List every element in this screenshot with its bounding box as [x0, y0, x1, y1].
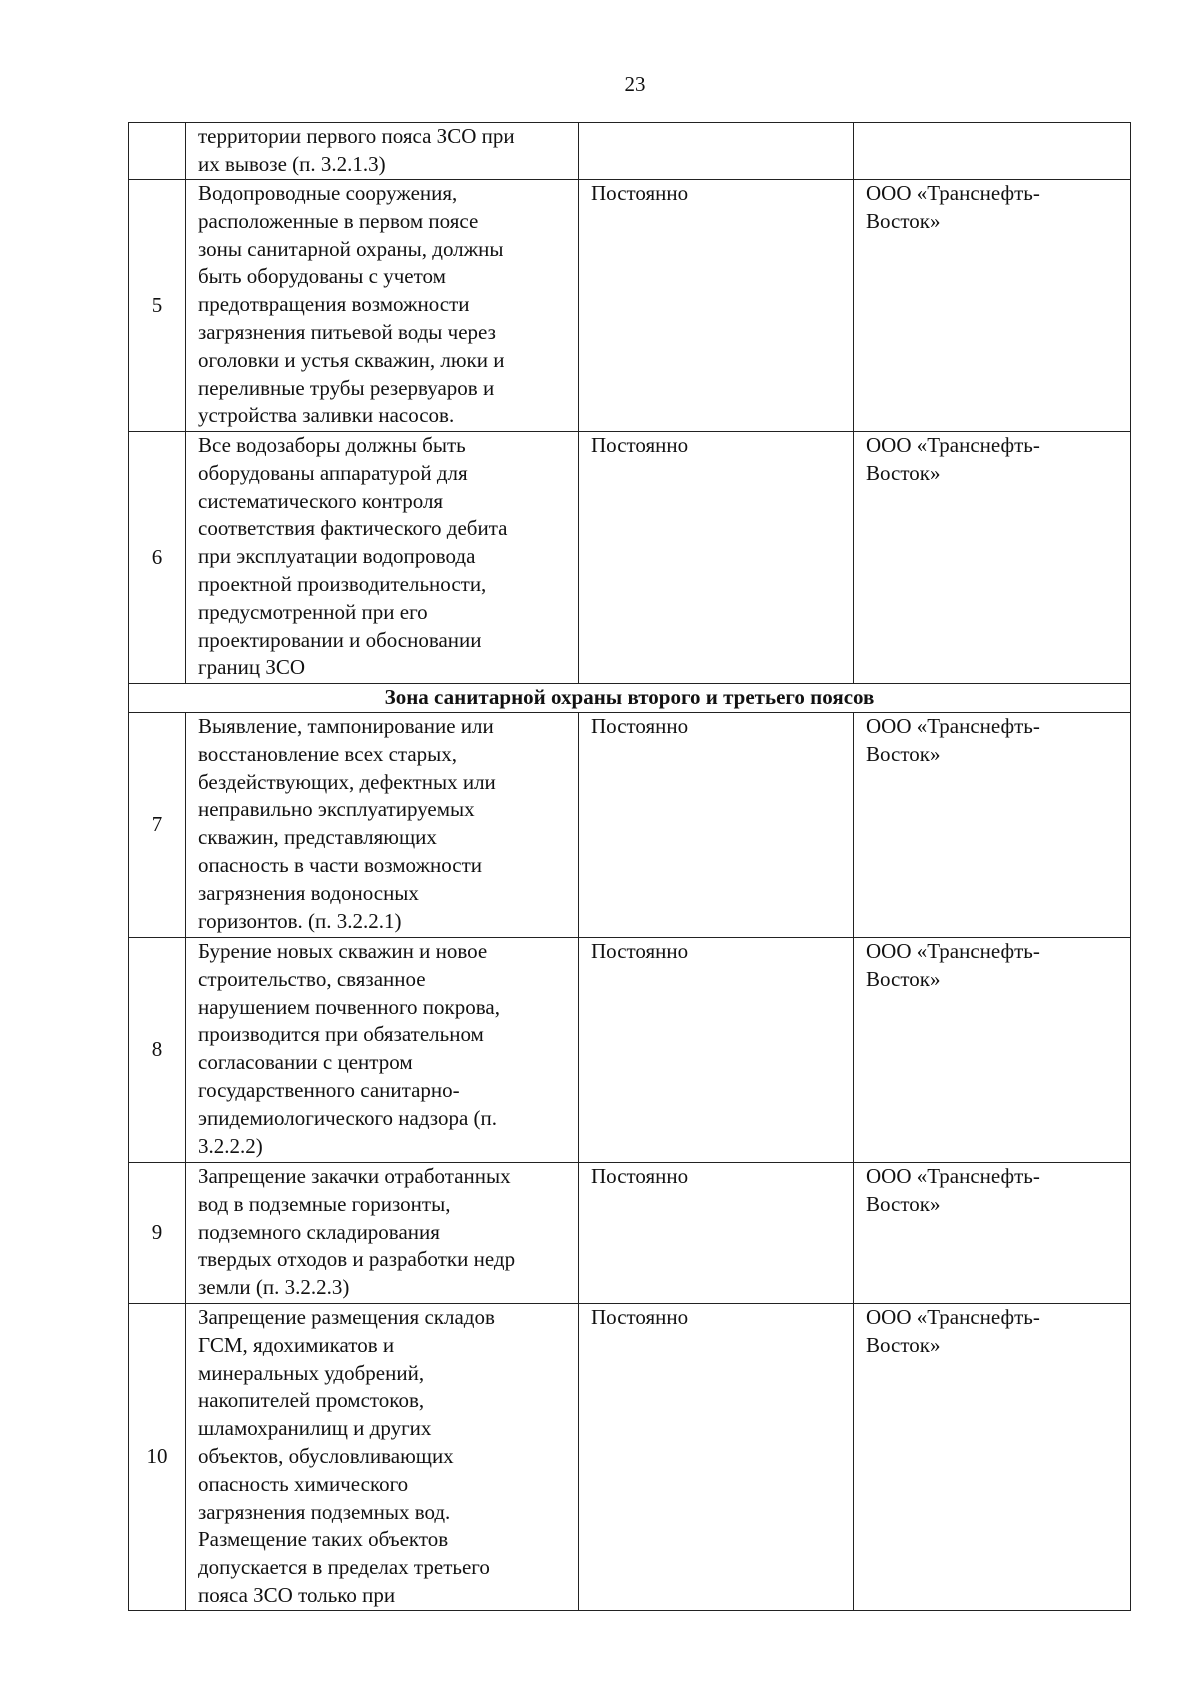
row-number: 6: [129, 432, 186, 684]
row-number: 10: [129, 1304, 186, 1611]
table-row: [129, 123, 1131, 180]
responsible-text: ООО «Транснефть- Восток»: [866, 433, 1040, 485]
period-cell: [579, 713, 854, 938]
responsible-cell: [854, 713, 1131, 938]
period-cell: [579, 1163, 854, 1304]
responsible-cell: [854, 123, 1131, 180]
period-text: Постоянно: [591, 939, 689, 963]
page-number: 23: [624, 72, 646, 96]
table-row: [129, 432, 1131, 684]
row-number: 8: [129, 938, 186, 1163]
section-header: Зона санитарной охраны второго и третьего поясов: [129, 684, 1131, 713]
measure-cell: [186, 713, 579, 938]
measures-table: [128, 122, 1131, 1611]
responsible-text: ООО «Транснефть- Восток»: [866, 1305, 1040, 1357]
measure-text: территории первого пояса ЗСО при их вывозе (п. 3.2.1.3): [198, 124, 515, 176]
period-cell: [579, 123, 854, 180]
table-row: [129, 180, 1131, 432]
responsible-cell: [854, 432, 1131, 684]
measure-cell: [186, 180, 579, 432]
table-row: [129, 1304, 1131, 1611]
measure-text: Выявление, тампонирование или восстановление всех старых, бездействующих, дефектных или неправильно эксплуатируемых скважин, представляющих опасность в части возможности загрязнения водоносных горизонтов. (п. 3.2.2.1): [198, 714, 496, 933]
table-row: [129, 1163, 1131, 1304]
responsible-cell: [854, 938, 1131, 1163]
measure-text: Все водозаборы должны быть оборудованы аппаратурой для систематического контроля соответствия фактического дебита при эксплуатации водопровода проектной производительности, предусмотренной при его проектировании и обосновании границ ЗСО: [198, 433, 508, 680]
measure-cell: [186, 1304, 579, 1611]
measure-cell: [186, 123, 579, 180]
row-number: 5: [129, 180, 186, 432]
measure-cell: [186, 1163, 579, 1304]
responsible-cell: [854, 180, 1131, 432]
period-text: Постоянно: [591, 1164, 689, 1188]
responsible-text: ООО «Транснефть- Восток»: [866, 939, 1040, 991]
period-cell: [579, 432, 854, 684]
period-text: Постоянно: [591, 1305, 689, 1329]
period-cell: [579, 938, 854, 1163]
responsible-cell: [854, 1163, 1131, 1304]
section-header-row: [129, 684, 1131, 713]
period-text: Постоянно: [591, 714, 689, 738]
responsible-text: ООО «Транснефть- Восток»: [866, 714, 1040, 766]
measure-text: Водопроводные сооружения, расположенные в первом поясе зоны санитарной охраны, должны быть оборудованы с учетом предотвращения возможности загрязнения питьевой воды через оголовки и устья скважин, люки и переливные трубы резервуаров и устройства заливки насосов.: [198, 181, 505, 428]
responsible-cell: [854, 1304, 1131, 1611]
period-text: Постоянно: [591, 433, 689, 457]
measure-cell: [186, 938, 579, 1163]
row-number: 7: [129, 713, 186, 938]
responsible-text: ООО «Транснефть- Восток»: [866, 1164, 1040, 1216]
responsible-text: ООО «Транснефть- Восток»: [866, 181, 1040, 233]
table-row: [129, 938, 1131, 1163]
period-cell: [579, 180, 854, 432]
measure-text: Запрещение размещения складов ГСМ, ядохимикатов и минеральных удобрений, накопителей промстоков, шламохранилищ и других объектов, обусловливающих опасность химического загрязнения подземных вод. Размещение таких объектов допускается в пределах третьего пояса ЗСО только при: [198, 1305, 495, 1607]
row-number: 9: [129, 1163, 186, 1304]
period-cell: [579, 1304, 854, 1611]
measure-text: Бурение новых скважин и новое строительство, связанное нарушением почвенного покрова, производится при обязательном согласовании с центром государственного санитарно- эпидемиологического надзора (п. 3.2.2.2): [198, 939, 500, 1158]
row-number: [129, 123, 186, 180]
table-row: [129, 713, 1131, 938]
measure-cell: [186, 432, 579, 684]
measure-text: Запрещение закачки отработанных вод в подземные горизонты, подземного складирования твердых отходов и разработки недр земли (п. 3.2.2.3): [198, 1164, 516, 1300]
period-text: Постоянно: [591, 181, 689, 205]
